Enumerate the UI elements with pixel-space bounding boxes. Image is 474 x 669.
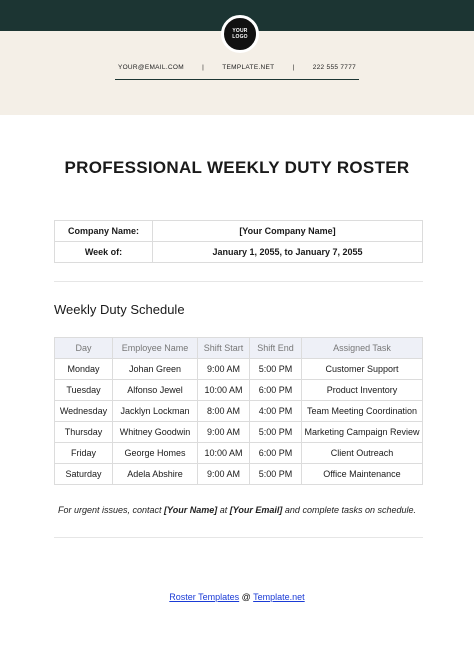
table-row [55,359,423,380]
employee-cell: Whitney Goodwin [113,422,198,443]
shift-start-cell: 9:00 AM [198,359,250,380]
note-contact-name: [Your Name] [164,505,218,515]
week-row [55,242,423,263]
logo-line-2: LOGO [232,34,248,40]
urgent-contact-note [0,505,474,515]
note-contact-email: [Your Email] [229,505,283,515]
column-header-shift-end: Shift End [250,338,302,359]
company-info-table [54,220,423,263]
shift-start-cell: 9:00 AM [198,464,250,485]
company-value: [Your Company Name] [153,221,423,242]
template-net-link[interactable]: Template.net [253,592,305,602]
footer-at: @ [239,592,254,602]
day-cell: Wednesday [55,401,113,422]
note-text: For urgent issues, contact [57,505,165,515]
shift-end-cell: 6:00 PM [250,380,302,401]
contact-line [0,64,474,71]
table-row [55,380,423,401]
contact-separator: | [292,64,295,71]
shift-end-cell: 6:00 PM [250,443,302,464]
task-cell: Customer Support [302,359,423,380]
contact-divider [115,79,359,80]
shift-end-cell: 5:00 PM [250,464,302,485]
section-divider [54,281,423,282]
column-header-task: Assigned Task [302,338,423,359]
employee-cell: George Homes [113,443,198,464]
company-logo [221,15,259,53]
roster-templates-link[interactable]: Roster Templates [169,592,240,602]
day-cell: Friday [55,443,113,464]
schedule-table [54,337,423,485]
note-text: and complete tasks on schedule. [282,505,417,515]
table-row [55,422,423,443]
shift-end-cell: 4:00 PM [250,401,302,422]
contact-website: TEMPLATE.NET [222,64,275,71]
day-cell: Monday [55,359,113,380]
task-cell: Product Inventory [302,380,423,401]
shift-start-cell: 10:00 AM [198,380,250,401]
footer [0,592,474,602]
schedule-title: Weekly Duty Schedule [54,302,185,317]
note-text: at [217,505,230,515]
task-cell: Client Outreach [302,443,423,464]
week-value: January 1, 2055, to January 7, 2055 [153,242,423,263]
contact-separator: | [202,64,205,71]
company-row [55,221,423,242]
task-cell: Team Meeting Coordination [302,401,423,422]
logo-line-1: YOUR [232,28,248,34]
table-row [55,464,423,485]
contact-phone: 222 555 7777 [312,64,357,71]
schedule-header-row [55,338,423,359]
shift-start-cell: 9:00 AM [198,422,250,443]
column-header-employee: Employee Name [113,338,198,359]
shift-start-cell: 8:00 AM [198,401,250,422]
week-label: Week of: [55,242,153,263]
employee-cell: Alfonso Jewel [113,380,198,401]
shift-end-cell: 5:00 PM [250,422,302,443]
employee-cell: Johan Green [113,359,198,380]
day-cell: Saturday [55,464,113,485]
task-cell: Marketing Campaign Review [302,422,423,443]
column-header-day: Day [55,338,113,359]
footer-divider [54,537,423,538]
task-cell: Office Maintenance [302,464,423,485]
day-cell: Thursday [55,422,113,443]
shift-end-cell: 5:00 PM [250,359,302,380]
page-title: PROFESSIONAL WEEKLY DUTY ROSTER [64,158,410,177]
employee-cell: Jacklyn Lockman [113,401,198,422]
company-label: Company Name: [55,221,153,242]
table-row [55,401,423,422]
contact-email: YOUR@EMAIL.COM [117,64,184,71]
shift-start-cell: 10:00 AM [198,443,250,464]
day-cell: Tuesday [55,380,113,401]
column-header-shift-start: Shift Start [198,338,250,359]
table-row [55,443,423,464]
employee-cell: Adela Abshire [113,464,198,485]
